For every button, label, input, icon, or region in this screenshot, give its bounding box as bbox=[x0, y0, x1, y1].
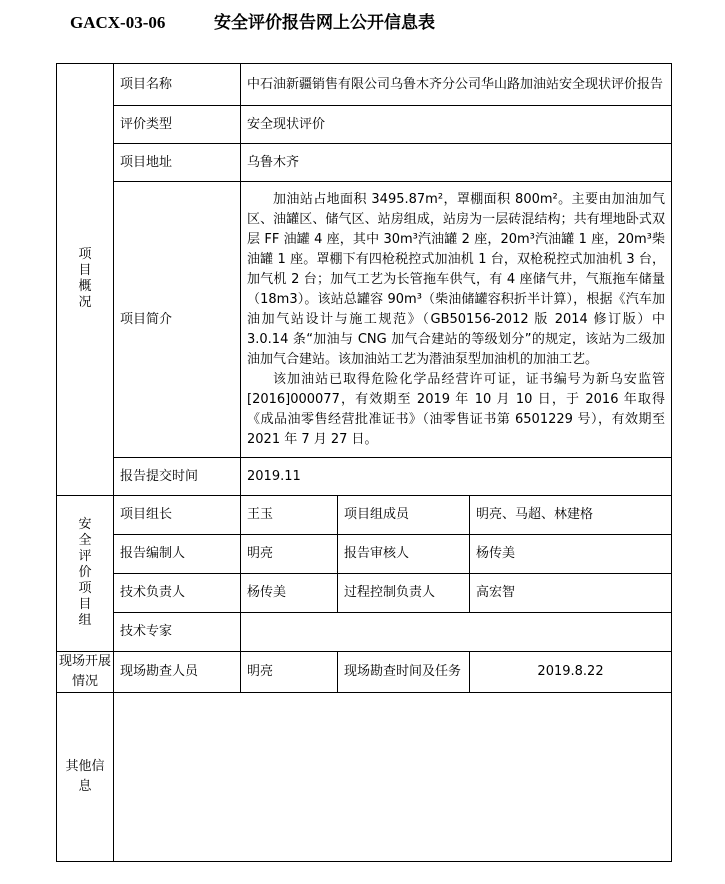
writer-value: 明亮 bbox=[241, 535, 338, 574]
submit-time-value: 2019.11 bbox=[241, 458, 672, 496]
table-row bbox=[57, 458, 672, 496]
inspector-value: 明亮 bbox=[241, 652, 338, 693]
other-info-value bbox=[114, 693, 672, 862]
info-table bbox=[56, 63, 672, 862]
leader-value: 王玉 bbox=[241, 496, 338, 535]
table-row bbox=[57, 106, 672, 144]
expert-label: 技术专家 bbox=[114, 613, 241, 652]
project-name-label: 项目名称 bbox=[114, 64, 241, 106]
table-row bbox=[57, 496, 672, 535]
writer-label: 报告编制人 bbox=[114, 535, 241, 574]
process-lead-value: 高宏智 bbox=[470, 574, 672, 613]
members-value: 明亮、马超、林建格 bbox=[470, 496, 672, 535]
project-name-value: 中石油新疆销售有限公司乌鲁木齐分公司华山路加油站安全现状评价报告 bbox=[241, 64, 672, 106]
submit-time-label: 报告提交时间 bbox=[114, 458, 241, 496]
table-row bbox=[57, 535, 672, 574]
inspector-label: 现场勘查人员 bbox=[114, 652, 241, 693]
team-section-label: 安全评价项目组 bbox=[57, 496, 114, 652]
process-lead-label: 过程控制负责人 bbox=[338, 574, 470, 613]
project-address-label: 项目地址 bbox=[114, 144, 241, 182]
reviewer-label: 报告审核人 bbox=[338, 535, 470, 574]
intro-paragraph: 加油站占地面积 3495.87m²，罩棚面积 800m²。主要由加油加气区、油罐区、储气区、站房组成，站房为一层砖混结构；共有埋地卧式双层 FF 油罐 4 座，其中 30m³汽油罐 2 座，20m³汽油罐 1 座，20m³柴油罐 1 座。罩棚下有四枪税控式加油机 1 台，双枪税控式加油机 3 台，加气机 2 台；加气工艺为长管拖车供气，有 4 座储气井，气瓶拖车储量（18m3）。该站总罐容 90m³（柴油储罐容积折半计算），根据《汽车加油加气站设计与施工规范》（GB50156-2012 版 2014 修订版）中 3.0.14 条“加油与 CNG 加气合建站的等级划分”的规定，该站为二级加油加气合建站。该加油站工艺为潜油泵型加油机的加油工艺。 bbox=[247, 191, 666, 367]
table-row bbox=[57, 652, 672, 693]
expert-value bbox=[241, 613, 672, 652]
reviewer-value: 杨传美 bbox=[470, 535, 672, 574]
inspection-time-value: 2019.8.22 bbox=[470, 652, 672, 693]
table-row bbox=[57, 574, 672, 613]
document-title: 安全评价报告网上公开信息表 bbox=[214, 13, 435, 33]
table-row bbox=[57, 182, 672, 458]
site-section-label: 现场开展情况 bbox=[57, 652, 114, 693]
document-header bbox=[0, 12, 725, 36]
overview-section-label: 项目概况 bbox=[57, 64, 114, 496]
leader-label: 项目组长 bbox=[114, 496, 241, 535]
form-code: GACX-03-06 bbox=[70, 13, 166, 32]
table-row bbox=[57, 144, 672, 182]
inspection-time-label: 现场勘查时间及任务 bbox=[338, 652, 470, 693]
project-address-value: 乌鲁木齐 bbox=[241, 144, 672, 182]
other-section-label: 其他信息 bbox=[57, 693, 114, 862]
table-row bbox=[57, 693, 672, 862]
eval-type-value: 安全现状评价 bbox=[241, 106, 672, 144]
intro-paragraph: 该加油站已取得危险化学品经营许可证，证书编号为新乌安监管[2016]000077，有效期至 2019 年 10 月 10 日，于 2016 年取得《成品油零售经营批准证书》（油零售证书第 6501229 号），有效期至 2021 年 7 月 27 日。 bbox=[247, 371, 666, 447]
project-intro-value bbox=[241, 182, 672, 458]
tech-lead-value: 杨传美 bbox=[241, 574, 338, 613]
table-row bbox=[57, 613, 672, 652]
table-row bbox=[57, 64, 672, 106]
project-intro-label: 项目简介 bbox=[114, 182, 241, 458]
members-label: 项目组成员 bbox=[338, 496, 470, 535]
tech-lead-label: 技术负责人 bbox=[114, 574, 241, 613]
eval-type-label: 评价类型 bbox=[114, 106, 241, 144]
